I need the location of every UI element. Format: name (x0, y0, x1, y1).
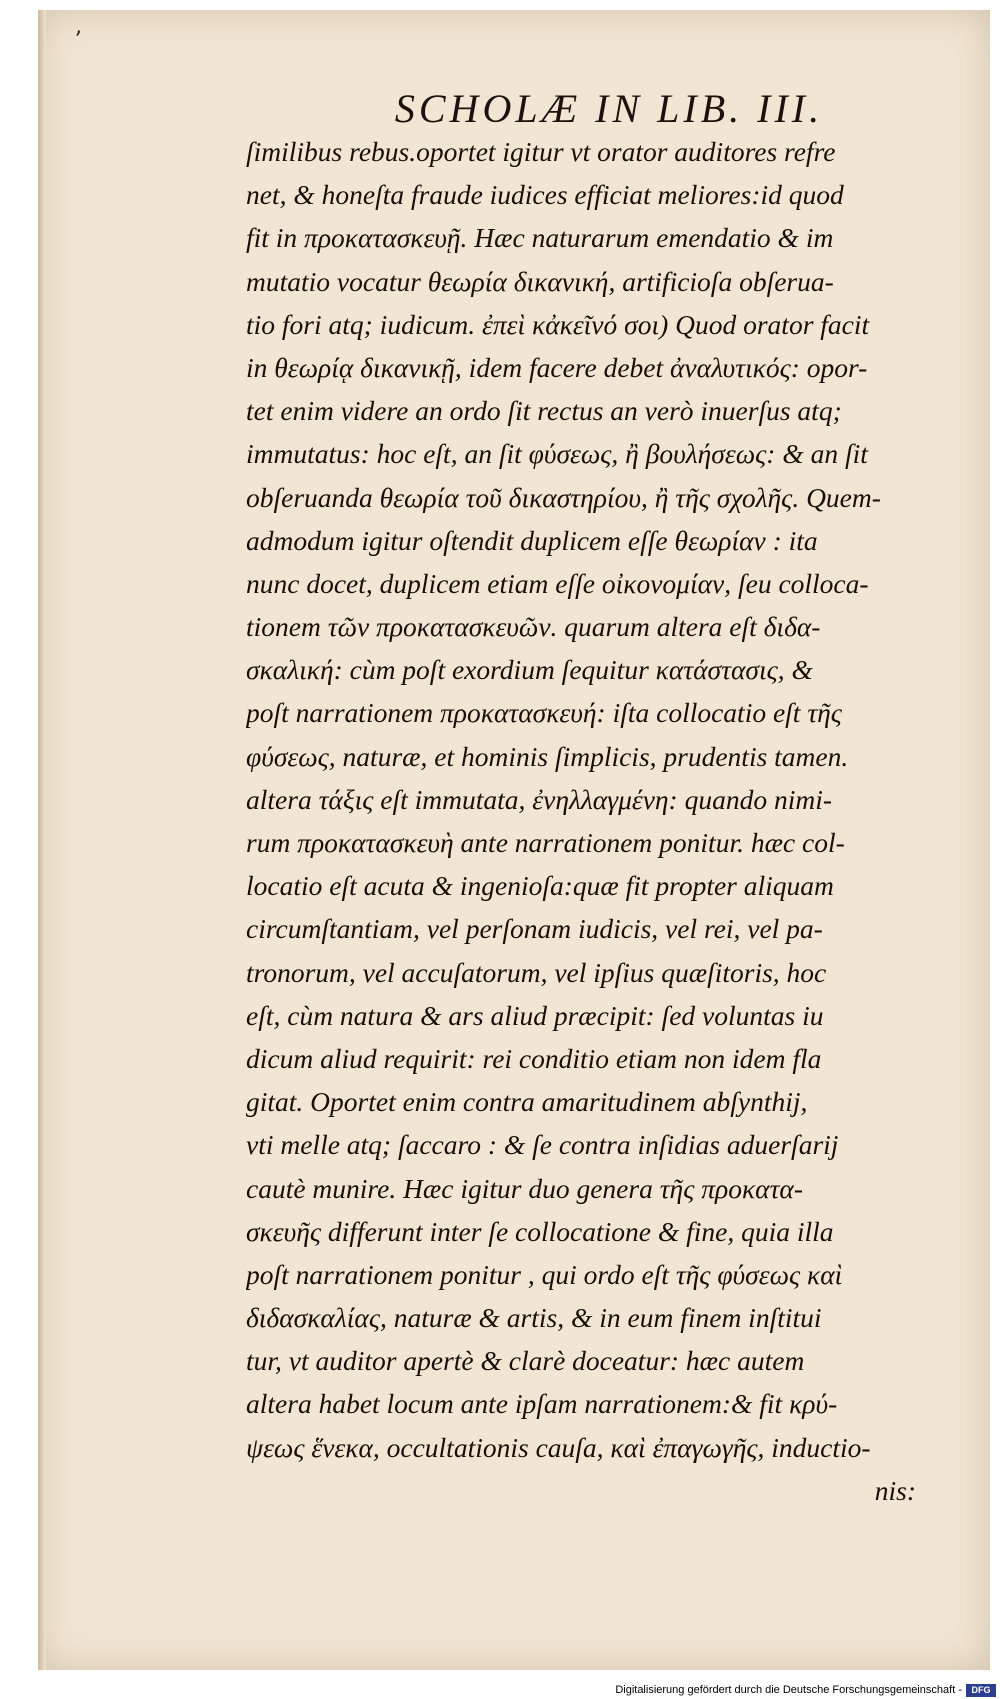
text-line: poſt narrationem προκατασκευή: iſta collocatio eſt τῆς (246, 697, 842, 729)
text-line: cautè munire. Hæc igitur duo genera τῆς προκατα- (246, 1172, 804, 1204)
text-line: nunc docet, duplicem etiam eſſe οἰκονομίαν, ſeu colloca- (246, 567, 869, 599)
text-line: tronorum, vel accuſatorum, vel ipſius quæſitoris, hoc (246, 956, 827, 988)
text-block (246, 130, 976, 1512)
corner-mark: ʼ (74, 28, 81, 53)
text-line: διδασκαλίας, naturæ & artis, & in eum finem inſtitui (246, 1302, 822, 1334)
text-line: obſeruanda θεωρία τοῦ δικαστηρίου, ἢ τῆς σχολῆς. Quem- (246, 481, 881, 513)
text-line: eſt, cùm natura & ars aliud præcipit: ſed voluntas iu (246, 999, 824, 1031)
text-line: σκαλική: cùm poſt exordium ſequitur κατάστασις, & (246, 654, 813, 686)
text-line: locatio eſt acuta & ingenioſa:quæ fit propter aliquam (246, 870, 834, 902)
text-line: admodum igitur oſtendit duplicem eſſe θεωρίαν : ita (246, 524, 818, 556)
text-line: tur, vt auditor apertè & clarè doceatur: hæc autem (246, 1345, 805, 1377)
text-line: altera habet locum ante ipſam narrationem:& fit κρύ- (246, 1388, 838, 1420)
text-line: immutatus: hoc eſt, an ſit φύσεως, ἢ βουλήσεως: & an ſit (246, 438, 868, 470)
text-line: dicum aliud requirit: rei conditio etiam non idem fla (246, 1042, 822, 1074)
text-line: gitat. Oportet enim contra amaritudinem abſynthij, (246, 1086, 808, 1118)
text-line: mutatio vocatur θεωρία δικανική, artificioſa obſerua- (246, 265, 834, 297)
text-line: φύσεως, naturæ, et hominis ſimplicis, prudentis tamen. (246, 740, 849, 772)
text-line: tet enim videre an ordo ſit rectus an verò inuerſus atq; (246, 395, 842, 427)
dfg-logo-icon: DFG (966, 1684, 996, 1697)
page-edge (38, 10, 46, 1670)
text-line: net, & honeſta fraude iudices efficiat meliores:id quod (246, 179, 844, 211)
text-line: σκευῆς differunt inter ſe collocatione & fine, quia illa (246, 1215, 834, 1247)
text-line: tio fori atq; iudicum. ἐπεὶ κἀκεῖνό σοι) Quod orator facit (246, 308, 870, 340)
text-line: tionem τῶν προκατασκευῶν. quarum altera eſt διδα- (246, 611, 821, 643)
text-line: ſimilibus rebus.oportet igitur vt orator auditores refre (246, 136, 836, 167)
footer-credit: Digitalisierung gefördert durch die Deutsche Forschungsgemeinschaft - (615, 1684, 962, 1696)
digitization-footer (0, 1682, 1000, 1699)
book-page (38, 10, 990, 1670)
text-line: poſt narrationem ponitur , qui ordo eſt τῆς φύσεως καὶ (246, 1258, 843, 1290)
text-line: rum προκατασκευὴ ante narrationem ponitur. hæc col- (246, 827, 845, 858)
text-line: altera τάξις eſt immutata, ἐνηλλαγμένη: quando nimi- (246, 783, 833, 815)
running-head: SCHOLÆ IN LIB. III. (394, 86, 824, 131)
text-line: fit in προκατασκευῇ. Hæc naturarum emendatio & im (246, 222, 834, 254)
catchword: nis: (874, 1474, 916, 1506)
text-line: circumſtantiam, vel perſonam iudicis, vel rei, vel pa- (246, 913, 823, 945)
text-line: vti melle atq; ſaccaro : & ſe contra inſidias aduerſarij (246, 1129, 839, 1161)
text-line: in θεωρίᾳ δικανικῇ, idem facere debet ἀναλυτικός: opor- (246, 351, 868, 383)
text-line: ψεως ἕνεκα, occultationis cauſa, καὶ ἐπαγωγῆς, inductio- (246, 1431, 871, 1463)
